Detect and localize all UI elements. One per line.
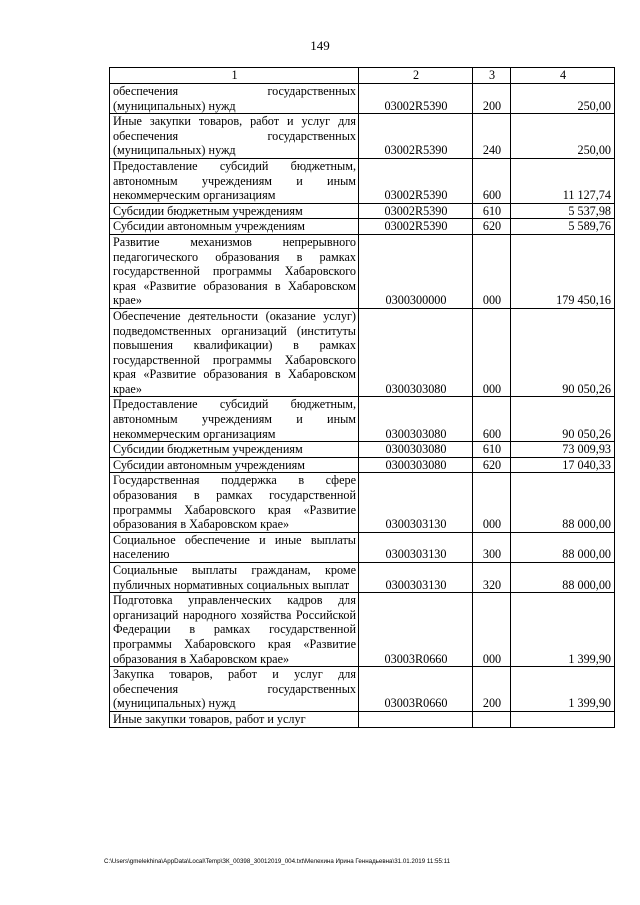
row-name: Иные закупки товаров, работ и услуг для обеспечения государственных (муниципальных) нужд (110, 114, 359, 159)
row-amount: 73 009,93 (511, 442, 615, 458)
row-amount: 90 050,26 (511, 397, 615, 442)
row-name: Предоставление субсидий бюджетным, автономным учреждениям и иным некоммерческим организациям (110, 397, 359, 442)
row-code: 0300303130 (359, 473, 473, 532)
table-row (110, 397, 615, 442)
row-code: 03002R5390 (359, 114, 473, 159)
row-type: 240 (473, 114, 511, 159)
table-row (110, 667, 615, 712)
row-name: Субсидии бюджетным учреждениям (110, 442, 359, 458)
row-amount: 250,00 (511, 114, 615, 159)
row-type: 200 (473, 84, 511, 114)
row-name: Субсидии автономным учреждениям (110, 457, 359, 473)
row-name: обеспечения государственных (муниципальных) нужд (110, 84, 359, 114)
row-type: 610 (473, 203, 511, 219)
column-header-4: 4 (511, 68, 615, 84)
row-amount: 88 000,00 (511, 532, 615, 562)
row-type: 600 (473, 158, 511, 203)
row-type: 000 (473, 308, 511, 397)
row-name: Закупка товаров, работ и услуг для обеспечения государственных (муниципальных) нужд (110, 667, 359, 712)
column-header-1: 1 (110, 68, 359, 84)
row-amount: 88 000,00 (511, 563, 615, 593)
row-amount: 5 589,76 (511, 219, 615, 235)
row-type: 600 (473, 397, 511, 442)
row-type: 300 (473, 532, 511, 562)
budget-table (109, 67, 615, 728)
table-row (110, 308, 615, 397)
row-type: 000 (473, 473, 511, 532)
table-row (110, 203, 615, 219)
row-code: 03002R5390 (359, 84, 473, 114)
row-name: Субсидии автономным учреждениям (110, 219, 359, 235)
row-code: 0300303080 (359, 442, 473, 458)
row-amount: 90 050,26 (511, 308, 615, 397)
row-name: Развитие механизмов непрерывного педагогического образования в рамках государственной программы Хабаровского края «Развитие образования в Хабаровском крае» (110, 234, 359, 308)
row-name: Социальные выплаты гражданам, кроме публичных нормативных социальных выплат (110, 563, 359, 593)
table-row (110, 442, 615, 458)
row-code: 03003R0660 (359, 593, 473, 667)
table-row (110, 234, 615, 308)
row-type: 620 (473, 457, 511, 473)
row-name: Подготовка управленческих кадров для организаций народного хозяйства Российской Федерации в рамках государственной программы Хабаровского края «Развитие образования в Хабаровском крае» (110, 593, 359, 667)
row-code: 0300303130 (359, 532, 473, 562)
table-row (110, 532, 615, 562)
table-row (110, 473, 615, 532)
row-name: Социальное обеспечение и иные выплаты населению (110, 532, 359, 562)
column-header-3: 3 (473, 68, 511, 84)
row-type: 610 (473, 442, 511, 458)
row-amount (511, 711, 615, 727)
row-type: 200 (473, 667, 511, 712)
row-amount: 17 040,33 (511, 457, 615, 473)
row-amount: 250,00 (511, 84, 615, 114)
row-amount: 1 399,90 (511, 593, 615, 667)
row-code: 03002R5390 (359, 203, 473, 219)
row-amount: 5 537,98 (511, 203, 615, 219)
row-amount: 11 127,74 (511, 158, 615, 203)
table-row (110, 593, 615, 667)
table-row (110, 457, 615, 473)
column-header-2: 2 (359, 68, 473, 84)
row-type: 000 (473, 593, 511, 667)
table-row (110, 84, 615, 114)
row-code: 03002R5390 (359, 219, 473, 235)
row-name: Субсидии бюджетным учреждениям (110, 203, 359, 219)
footer-file-path: C:\Users\gmelekhina\AppData\Local\Temp\ЗК_00398_30012019_004.txt\Мелехина Ирина Геннадьевна\31.01.2019 11:55:11 (104, 858, 451, 865)
row-type (473, 711, 511, 727)
row-type: 000 (473, 234, 511, 308)
row-code: 0300303080 (359, 308, 473, 397)
row-code (359, 711, 473, 727)
row-code: 03003R0660 (359, 667, 473, 712)
row-name: Предоставление субсидий бюджетным, автономным учреждениям и иным некоммерческим организациям (110, 158, 359, 203)
row-code: 0300300000 (359, 234, 473, 308)
table-row (110, 219, 615, 235)
row-name: Государственная поддержка в сфере образования в рамках государственной программы Хабаровского края «Развитие образования в Хабаровском крае» (110, 473, 359, 532)
row-code: 0300303080 (359, 457, 473, 473)
row-amount: 88 000,00 (511, 473, 615, 532)
row-type: 320 (473, 563, 511, 593)
table-row (110, 114, 615, 159)
row-amount: 179 450,16 (511, 234, 615, 308)
row-code: 0300303080 (359, 397, 473, 442)
table-row (110, 563, 615, 593)
row-name: Обеспечение деятельности (оказание услуг) подведомственных организаций (институты повышения квалификации) в рамках государственной программы Хабаровского края «Развитие образования в Хабаровском крае» (110, 308, 359, 397)
table-header-row (110, 68, 615, 84)
row-amount: 1 399,90 (511, 667, 615, 712)
row-name: Иные закупки товаров, работ и услуг (110, 711, 359, 727)
row-type: 620 (473, 219, 511, 235)
table-row (110, 158, 615, 203)
row-code: 03002R5390 (359, 158, 473, 203)
table-row (110, 711, 615, 727)
row-code: 0300303130 (359, 563, 473, 593)
page-number: 149 (310, 38, 330, 53)
